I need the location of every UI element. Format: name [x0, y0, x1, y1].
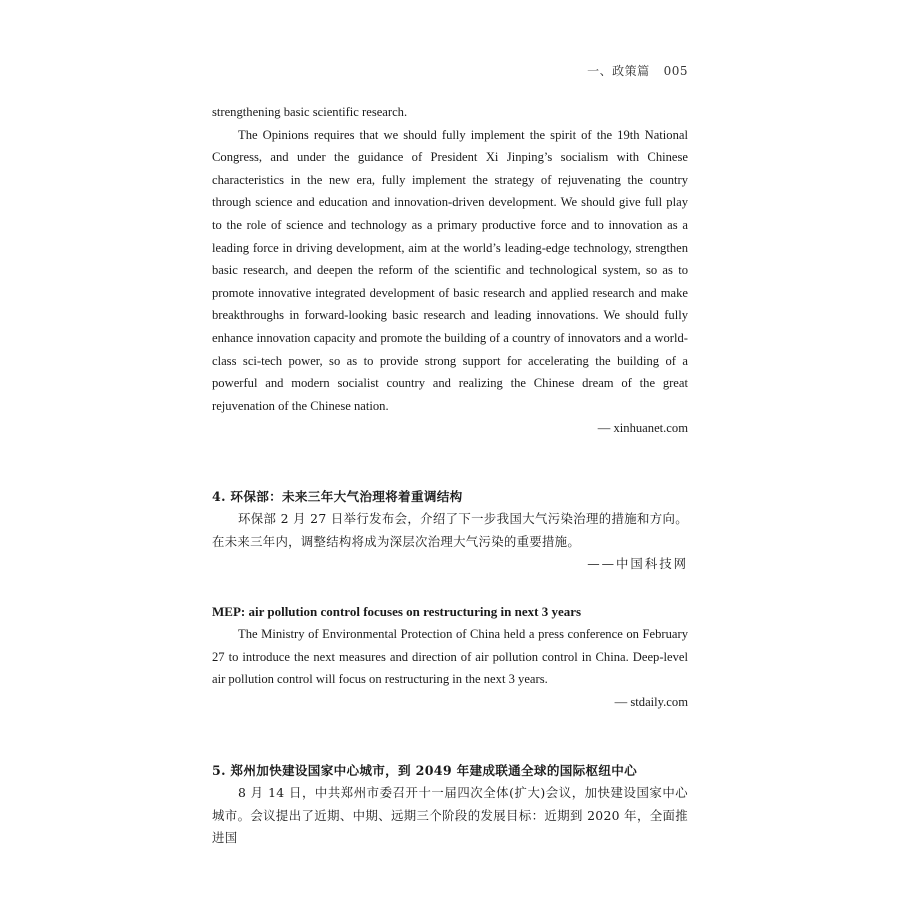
- continuation-line: strengthening basic scientific research.: [212, 105, 408, 119]
- page-number: 005: [663, 64, 688, 78]
- item4-en-body: The Ministry of Environmental Protection of China held a press conference on February 27 to introduce the next measures and direction of air pollution control in China. Deep-level air pollution control will focus on restructuring in the next 3 years.: [212, 627, 688, 687]
- source-xinhuanet: — xinhuanet.com: [597, 421, 688, 436]
- item4-en-heading: MEP: air pollution control focuses on restructuring in next 3 years: [212, 604, 582, 619]
- item5-cn-heading: 5. 郑州加快建设国家中心城市，到 2049 年建成联通全球的国际枢纽中心: [212, 763, 638, 778]
- source-stdaily-cn: ——中国科技网: [587, 556, 688, 572]
- xinhua-article-block: [212, 101, 688, 440]
- item4-cn-heading: 4. 环保部：未来三年大气治理将着重调结构: [212, 489, 463, 504]
- running-head-section: 一、政策篇: [587, 64, 650, 78]
- opinions-paragraph: The Opinions requires that we should fully implement the spirit of the 19th National Congress, and under the guidance of President Xi Jinping’s socialism with Chinese characteristics in the new era, fully implement the strategy of rejuvenating the country through science and education and innovation-driven development. We should give full play to the role of science and technology as a primary productive force and to innovation as a leading force in driving development, aim at the world’s leading-edge technology, strengthen basic research, and deepen the reform of the scientific and technological system, so as to promote innovative integrated development of basic research and applied research and make breakthroughs in forward-looking basic research and leading innovations. We should fully enhance innovation capacity and promote the building of a country of innovators and a world-class sci-tech power, so as to provide strong support for accelerating the building of a powerful and modern socialist country and realizing the Chinese dream of the great rejuvenation of the Chinese nation.: [212, 127, 688, 413]
- item5-chinese-block: [212, 760, 688, 850]
- item4-english-block: [212, 601, 688, 713]
- item4-chinese-block: [212, 486, 688, 576]
- item5-cn-body: 8 月 14 日，中共郑州市委召开十一届四次全体(扩大)会议，加快建设国家中心城市。会议提出了近期、中期、远期三个阶段的发展目标：近期到 2020 年，全面推进国: [212, 785, 688, 846]
- item4-cn-body: 环保部 2 月 27 日举行发布会，介绍了下一步我国大气污染治理的措施和方向。在未来三年内，调整结构将成为深层次治理大气污染的重要措施。: [212, 511, 688, 549]
- running-head: [587, 62, 688, 79]
- source-stdaily: — stdaily.com: [614, 694, 688, 709]
